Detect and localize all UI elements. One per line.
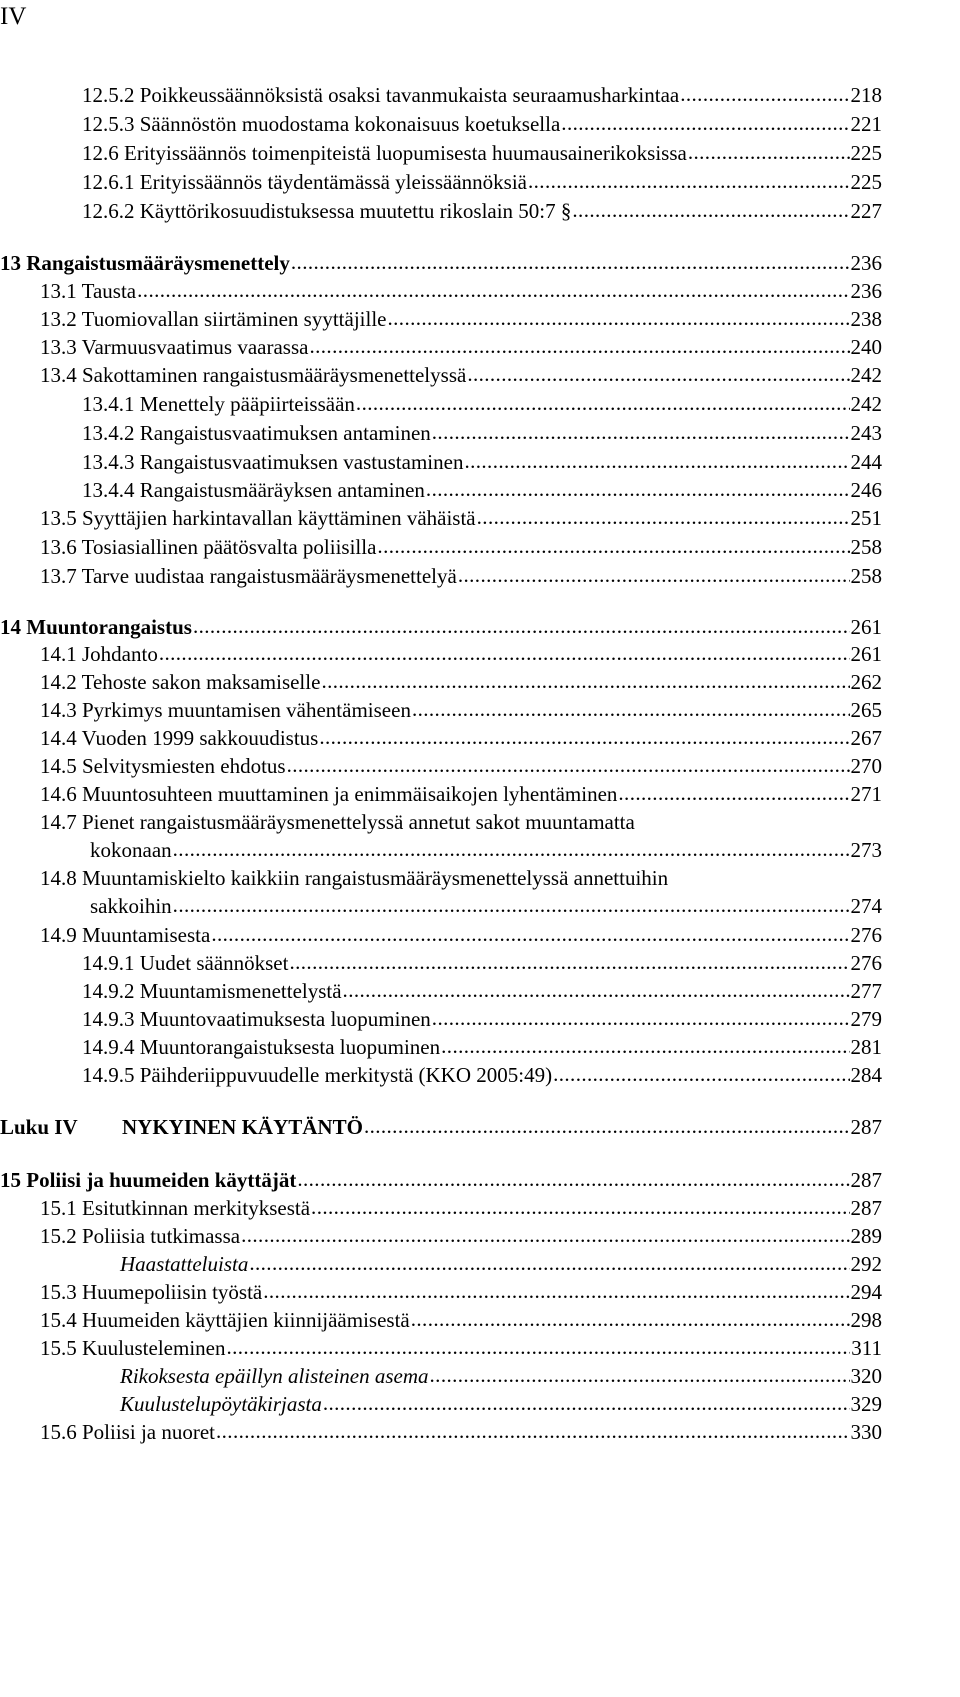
dot-leader — [528, 168, 850, 194]
toc-entry[interactable] — [40, 1223, 882, 1249]
toc-page-number: 242 — [850, 392, 882, 416]
dot-leader — [173, 892, 850, 918]
toc-entry[interactable] — [82, 391, 882, 417]
toc-entry[interactable] — [82, 950, 882, 976]
toc-entry[interactable] — [40, 1307, 882, 1333]
toc-entry-text: 13.4.3 Rangaistusvaatimuksen vastustaminen — [82, 450, 464, 474]
toc-page-number: 261 — [850, 615, 882, 639]
toc-page-number: 240 — [850, 335, 882, 359]
toc-page-number: 218 — [850, 83, 882, 107]
toc-entry[interactable] — [82, 198, 882, 224]
toc-entry-text: 15 Poliisi ja huumeiden käyttäjät — [0, 1168, 297, 1192]
toc-page-number: 330 — [850, 1420, 882, 1444]
toc-entry-text-part: NYKYINEN KÄYTÄNTÖ — [122, 1115, 363, 1139]
dot-leader — [553, 1061, 849, 1087]
toc-entry[interactable] — [82, 169, 882, 195]
toc-entry[interactable] — [0, 1114, 882, 1140]
toc-entry-text: 14 Muuntorangaistus — [0, 615, 192, 639]
dot-leader — [193, 613, 850, 639]
dot-leader — [377, 533, 849, 559]
toc-page-number: 279 — [850, 1007, 882, 1031]
dot-leader — [137, 277, 849, 303]
toc-entry[interactable] — [40, 306, 882, 332]
dot-leader — [618, 780, 849, 806]
dot-leader — [477, 504, 850, 530]
toc-entry[interactable] — [40, 669, 882, 695]
toc-entry-text: 13 Rangaistusmääräysmenettely — [0, 251, 290, 275]
toc-page-number: 292 — [850, 1252, 882, 1276]
dot-leader — [464, 448, 849, 474]
toc-entry[interactable] — [120, 1391, 882, 1417]
toc-entry-continuation: sakkoihin — [90, 894, 172, 918]
toc-entry-text: 15.1 Esitutkinnan merkityksestä — [40, 1196, 311, 1220]
toc-page-number: 225 — [850, 170, 882, 194]
toc-page-number: 227 — [850, 199, 882, 223]
toc-page-number: 244 — [850, 450, 882, 474]
toc-page-number: 262 — [850, 670, 882, 694]
dot-leader — [287, 752, 850, 778]
toc-page-number: 243 — [850, 421, 882, 445]
dot-leader — [467, 361, 849, 387]
toc-entry-text: Luku IV — [0, 1115, 78, 1139]
dot-leader — [173, 836, 850, 862]
toc-page-number: 238 — [850, 307, 882, 331]
toc-page-number: 258 — [850, 535, 882, 559]
toc-entry-text: 14.4 Vuoden 1999 sakkouudistus — [40, 726, 319, 750]
dot-leader — [572, 197, 849, 223]
toc-page-number: 236 — [850, 251, 882, 275]
toc-page-number: 276 — [850, 923, 882, 947]
toc-entry-text: 12.6.1 Erityissäännös täydentämässä yleissäännöksiä — [82, 170, 527, 194]
toc-entry[interactable] — [0, 1167, 882, 1193]
toc-entry[interactable] — [82, 978, 882, 1004]
toc-entry-text: 14.9.2 Muuntamismenettelystä — [82, 979, 342, 1003]
toc-entry[interactable] — [40, 534, 882, 560]
toc-entry-text: 13.7 Tarve uudistaa rangaistusmääräysmenettelyä — [40, 564, 457, 588]
toc-entry[interactable] — [40, 1279, 882, 1305]
toc-entry-text: 15.6 Poliisi ja nuoret — [40, 1420, 215, 1444]
toc-entry-text: 13.4.1 Menettely pääpiirteissään — [82, 392, 355, 416]
toc-page-number: 274 — [850, 894, 882, 918]
toc-page-number: 265 — [850, 698, 882, 722]
toc-entry-text: 15.5 Kuulusteleminen — [40, 1336, 226, 1360]
toc-page-number: 242 — [850, 363, 882, 387]
toc-entry[interactable] — [0, 250, 882, 276]
toc-entry[interactable] — [82, 1062, 882, 1088]
toc-entry-text: 12.5.2 Poikkeussäännöksistä osaksi tavanmukaista seuraamusharkintaa — [82, 83, 680, 107]
toc-page-number: 329 — [850, 1392, 882, 1416]
toc-entry-text: 12.5.3 Säännöstön muodostama kokonaisuus koetuksella — [82, 112, 561, 136]
toc-entry-text: 14.9.1 Uudet säännökset — [82, 951, 289, 975]
toc-entry[interactable] — [82, 420, 882, 446]
dot-leader — [441, 1033, 849, 1059]
dot-leader — [561, 110, 849, 136]
toc-page-number: 273 — [850, 838, 882, 862]
dot-leader — [430, 1362, 850, 1388]
toc-entry-text: 13.1 Tausta — [40, 279, 137, 303]
toc-page-number: 258 — [850, 564, 882, 588]
toc-entry-text: 14.3 Pyrkimys muuntamisen vähentämiseen — [40, 698, 411, 722]
toc-entry-text: 14.9.3 Muuntovaatimuksesta luopuminen — [82, 1007, 431, 1031]
toc-entry[interactable] — [40, 362, 882, 388]
toc-entry-text: Rikoksesta epäillyn alisteinen asema — [120, 1364, 429, 1388]
toc-entry[interactable] — [82, 1034, 882, 1060]
toc-page-number: 289 — [850, 1224, 882, 1248]
toc-entry[interactable] — [40, 334, 882, 360]
dot-leader — [411, 1306, 850, 1332]
dot-leader — [321, 668, 849, 694]
toc-page-number: 251 — [850, 506, 882, 530]
toc-page-number: 281 — [850, 1035, 882, 1059]
toc-entry[interactable] — [90, 893, 882, 919]
dot-leader — [159, 640, 850, 666]
toc-page-number: 284 — [850, 1063, 882, 1087]
dot-leader — [458, 562, 850, 588]
dot-leader — [343, 977, 850, 1003]
toc-entry[interactable] — [82, 449, 882, 475]
toc-page-number: 225 — [850, 141, 882, 165]
toc-entry-text: 13.3 Varmuusvaatimus vaarassa — [40, 335, 309, 359]
toc-page-number: 261 — [850, 642, 882, 666]
toc-entry-text: 14.8 Muuntamiskielto kaikkiin rangaistusmääräysmenettelyssä annettuihin — [40, 866, 669, 890]
toc-entry-text: 13.6 Tosiasiallinen päätösvalta poliisilla — [40, 535, 377, 559]
toc-entry-text: 12.6.2 Käyttörikosuudistuksessa muutettu rikoslain 50:7 § — [82, 199, 572, 223]
toc-entry-text: 14.9.4 Muuntorangaistuksesta luopuminen — [82, 1035, 441, 1059]
toc-entry-text: Haastatteluista — [120, 1252, 249, 1276]
toc-entry-text: 14.1 Johdanto — [40, 642, 158, 666]
toc-entry-text: 14.6 Muuntosuhteen muuttaminen ja enimmäisaikojen lyhentäminen — [40, 782, 618, 806]
toc-entry[interactable] — [40, 505, 882, 531]
dot-leader — [241, 1222, 849, 1248]
toc-entry-text: 13.4.4 Rangaistusmääräyksen antaminen — [82, 478, 425, 502]
toc-entry-text: 13.4 Sakottaminen rangaistusmääräysmenettelyssä — [40, 363, 467, 387]
toc-entry[interactable] — [40, 922, 882, 948]
toc-entry-text: 14.9.5 Päihderiippuvuudelle merkitystä (KKO 2005:49) — [82, 1063, 553, 1087]
toc-page-number: 287 — [850, 1115, 882, 1139]
toc-page-number: 221 — [850, 112, 882, 136]
dot-leader — [226, 1334, 850, 1360]
dot-leader — [426, 476, 850, 502]
toc-entry-text: 13.4.2 Rangaistusvaatimuksen antaminen — [82, 421, 431, 445]
toc-page-number: 298 — [850, 1308, 882, 1332]
toc-entry[interactable] — [40, 1419, 882, 1445]
toc-entry[interactable] — [82, 140, 882, 166]
dot-leader — [309, 333, 849, 359]
toc-entry[interactable] — [40, 781, 882, 807]
toc-entry[interactable] — [82, 111, 882, 137]
toc-entry-text: 14.5 Selvitysmiesten ehdotus — [40, 754, 286, 778]
toc-page-number: 270 — [850, 754, 882, 778]
toc-entry[interactable] — [120, 1251, 882, 1277]
toc-page-number: 271 — [850, 782, 882, 806]
dot-leader — [289, 949, 849, 975]
dot-leader — [412, 696, 850, 722]
toc-page-number: 311 — [851, 1336, 882, 1360]
dot-leader — [216, 1418, 850, 1444]
toc-entry[interactable] — [40, 697, 882, 723]
toc-entry[interactable] — [40, 278, 882, 304]
dot-leader — [688, 139, 850, 165]
dot-leader — [249, 1250, 849, 1276]
toc-page-number: 287 — [850, 1196, 882, 1220]
dot-leader — [297, 1166, 849, 1192]
toc-entry-text: 15.3 Huumepoliisin työstä — [40, 1280, 263, 1304]
toc-entry[interactable] — [40, 563, 882, 589]
dot-leader — [432, 419, 850, 445]
toc-page-number: 294 — [850, 1280, 882, 1304]
page-number: IV — [0, 3, 27, 30]
dot-leader — [291, 249, 850, 275]
toc-entry[interactable] — [40, 1195, 882, 1221]
toc-entry[interactable] — [90, 837, 882, 863]
dot-leader — [311, 1194, 849, 1220]
toc-entry[interactable] — [120, 1363, 882, 1389]
toc-page-number: 277 — [850, 979, 882, 1003]
toc-page-number: 246 — [850, 478, 882, 502]
toc-page-number: 267 — [850, 726, 882, 750]
toc-entry-text: 15.2 Poliisia tutkimassa — [40, 1224, 241, 1248]
dot-leader — [432, 1005, 850, 1031]
toc-entry-text: Kuulustelupöytäkirjasta — [120, 1392, 322, 1416]
toc-page-number: 287 — [850, 1168, 882, 1192]
dot-leader — [319, 724, 849, 750]
toc-entry[interactable] — [40, 725, 882, 751]
toc-page-number: 320 — [850, 1364, 882, 1388]
dot-leader — [323, 1390, 850, 1416]
toc-entry[interactable] — [82, 82, 882, 108]
toc-entry-text: 14.2 Tehoste sakon maksamiselle — [40, 670, 321, 694]
toc-entry-text: 13.5 Syyttäjien harkintavallan käyttäminen vähäistä — [40, 506, 476, 530]
toc-entry[interactable] — [82, 477, 882, 503]
dot-leader — [680, 81, 849, 107]
toc-entry-text: 13.2 Tuomiovallan siirtäminen syyttäjille — [40, 307, 387, 331]
toc-entry-continuation: kokonaan — [90, 838, 172, 862]
toc-entry-text: 12.6 Erityissäännös toimenpiteistä luopumisesta huumausainerikoksissa — [82, 141, 687, 165]
toc-entry[interactable] — [0, 614, 882, 640]
dot-leader — [388, 305, 850, 331]
toc-entry-text: 15.4 Huumeiden käyttäjien kiinnijäämisestä — [40, 1308, 410, 1332]
toc-entry-text: 14.7 Pienet rangaistusmääräysmenettelyssä annetut sakot muuntamatta — [40, 810, 635, 834]
toc-page-number: 236 — [850, 279, 882, 303]
dot-leader — [356, 390, 850, 416]
dot-leader — [211, 921, 849, 947]
toc-entry[interactable] — [40, 753, 882, 779]
toc-entry[interactable] — [40, 641, 882, 667]
dot-leader — [364, 1113, 850, 1139]
toc-entry-text: 14.9 Muuntamisesta — [40, 923, 211, 947]
dot-leader — [263, 1278, 849, 1304]
toc-entry[interactable] — [82, 1006, 882, 1032]
toc-page-number: 276 — [850, 951, 882, 975]
toc-entry[interactable] — [40, 1335, 882, 1361]
